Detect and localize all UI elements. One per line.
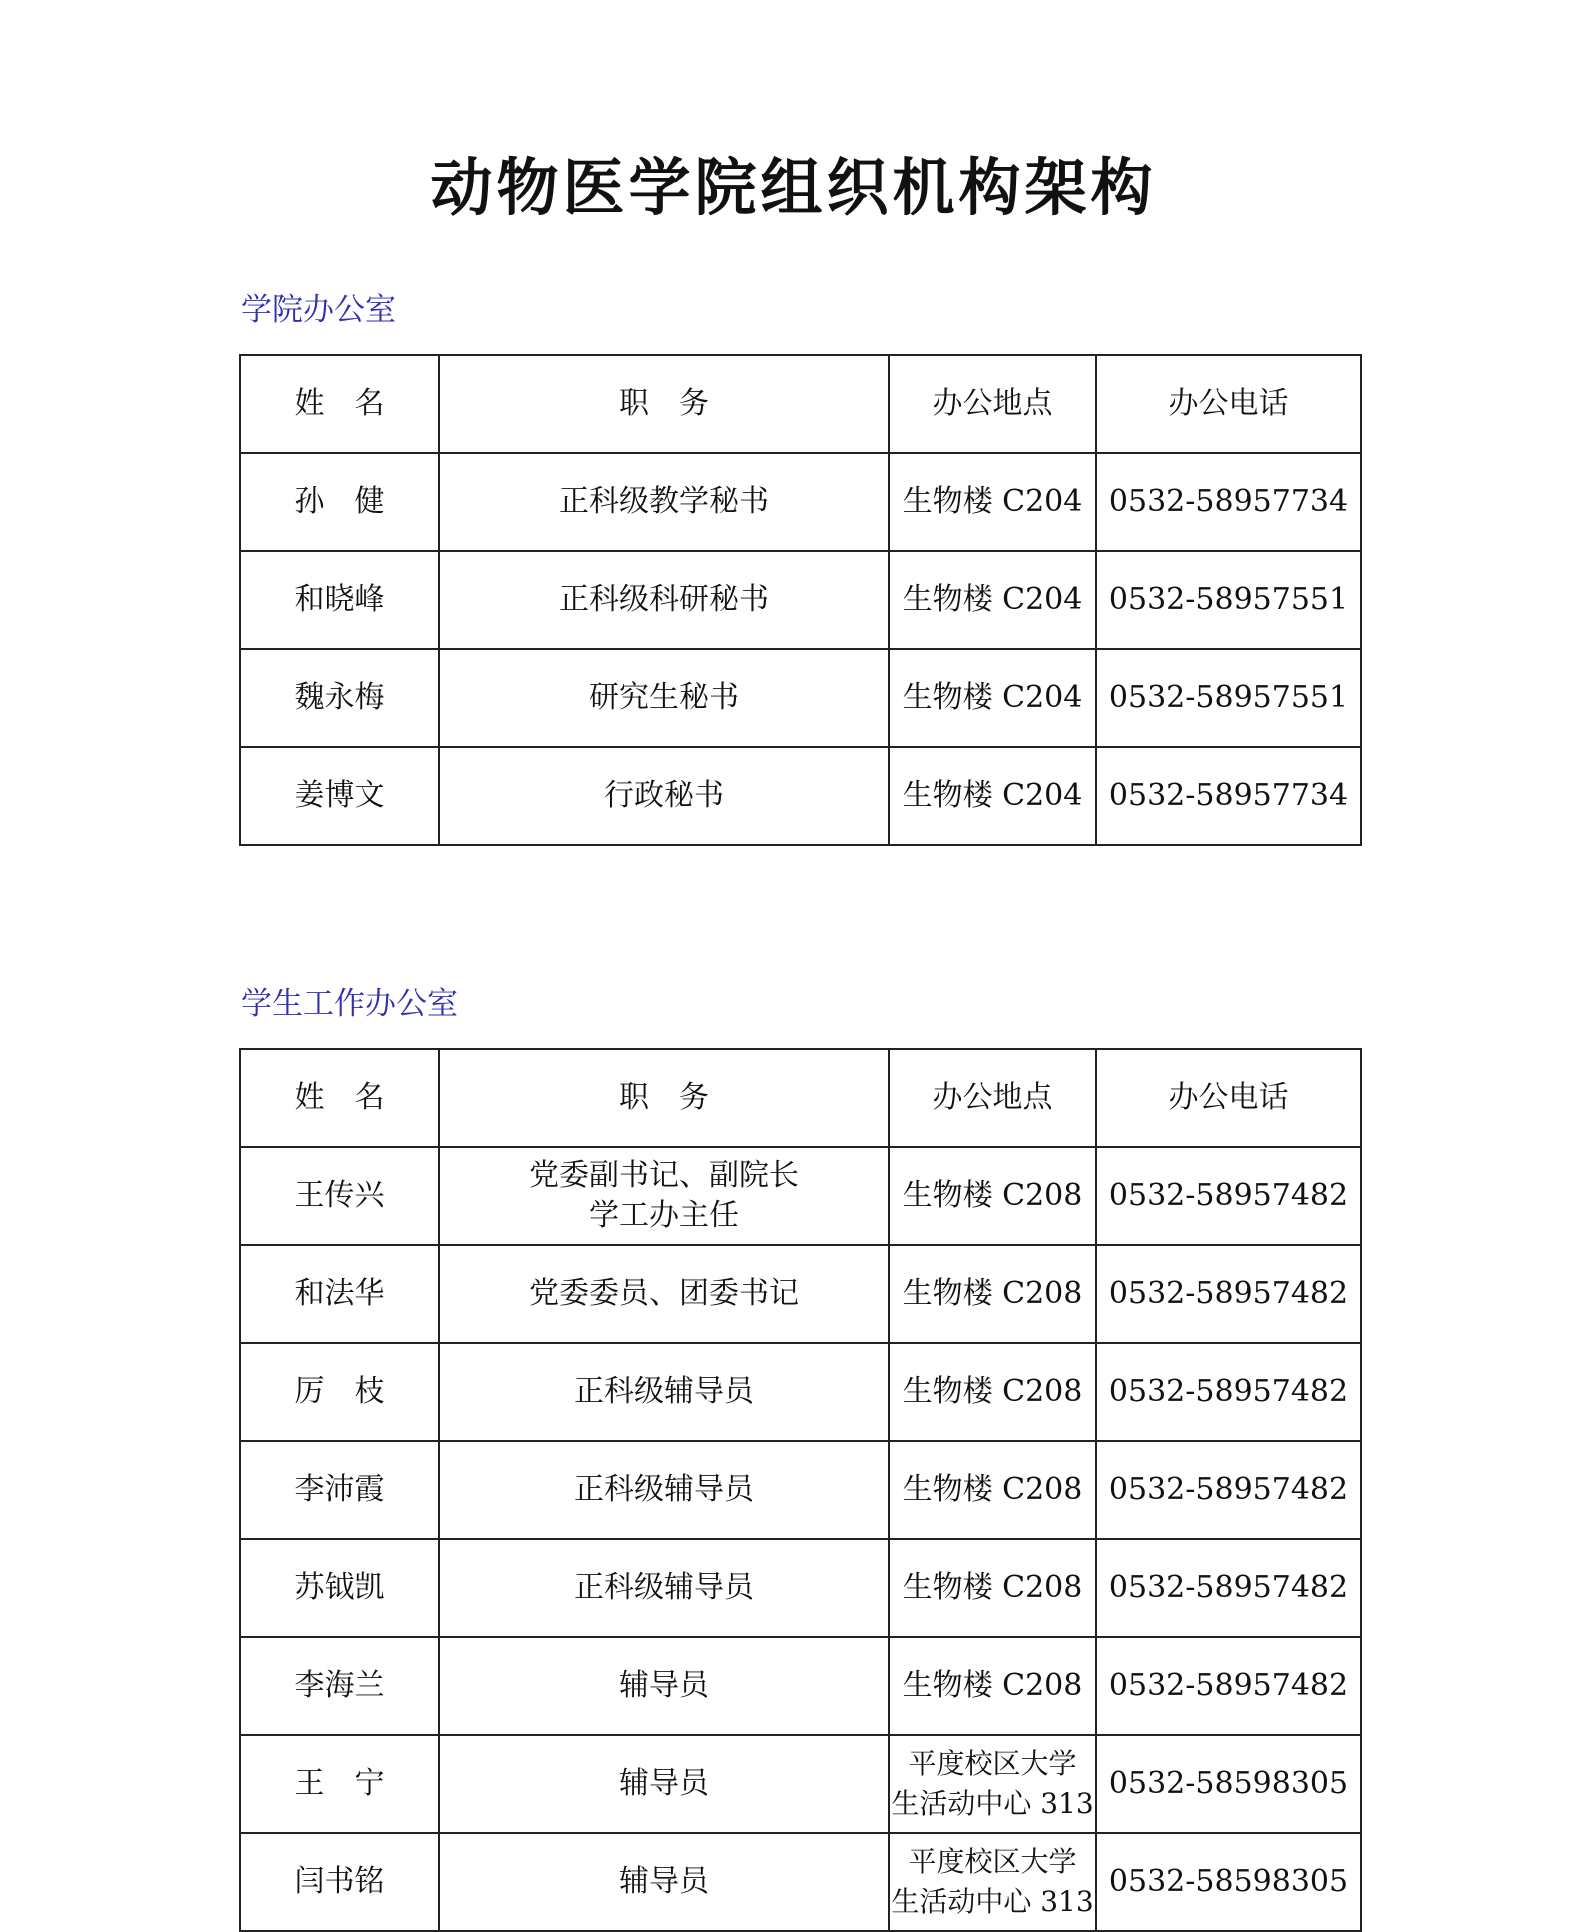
cell-location xyxy=(889,1441,1096,1539)
cell-name: 和法华 xyxy=(240,1245,439,1343)
cell-title-line: 行政秘书 xyxy=(604,778,724,813)
cell-location xyxy=(889,747,1096,845)
cell-phone: 0532-58957482 xyxy=(1096,1147,1361,1245)
cell-name: 李沛霞 xyxy=(240,1441,439,1539)
cell-location-line: 平度校区大学 xyxy=(908,1845,1077,1878)
cell-location xyxy=(889,551,1096,649)
table-row xyxy=(240,1735,1361,1833)
table-row xyxy=(240,747,1361,845)
cell-location-line: 生物楼 C204 xyxy=(902,778,1083,813)
cell-title-line: 党委副书记、副院长 xyxy=(529,1158,799,1193)
cell-location-line: 生物楼 C208 xyxy=(902,1276,1083,1311)
cell-name: 李海兰 xyxy=(240,1637,439,1735)
student-affairs-office-table xyxy=(239,1048,1362,1932)
cell-title-line: 正科级辅导员 xyxy=(574,1570,754,1605)
cell-location xyxy=(889,453,1096,551)
cell-title xyxy=(439,1637,889,1735)
page-title: 动物医学院组织机构架构 xyxy=(430,151,1157,224)
section-heading-college-office: 学院办公室 xyxy=(241,292,396,328)
cell-title xyxy=(439,747,889,845)
cell-title-line: 党委委员、团委书记 xyxy=(529,1276,799,1311)
cell-title xyxy=(439,1833,889,1931)
cell-name: 姜博文 xyxy=(240,747,439,845)
cell-location xyxy=(889,649,1096,747)
cell-phone: 0532-58598305 xyxy=(1096,1833,1361,1931)
header-location: 办公地点 xyxy=(889,355,1096,453)
cell-title xyxy=(439,551,889,649)
cell-title xyxy=(439,1441,889,1539)
cell-title-line: 正科级辅导员 xyxy=(574,1472,754,1507)
cell-name: 王 宁 xyxy=(240,1735,439,1833)
cell-name: 孙 健 xyxy=(240,453,439,551)
cell-location-line: 生物楼 C208 xyxy=(902,1374,1083,1409)
cell-title-line: 正科级辅导员 xyxy=(574,1374,754,1409)
cell-title xyxy=(439,1735,889,1833)
section-heading-student-affairs-office: 学生工作办公室 xyxy=(241,986,458,1022)
table-header-row xyxy=(240,355,1361,453)
cell-title xyxy=(439,1343,889,1441)
table-header-row xyxy=(240,1049,1361,1147)
header-name: 姓 名 xyxy=(240,355,439,453)
cell-phone: 0532-58957482 xyxy=(1096,1539,1361,1637)
cell-phone: 0532-58957482 xyxy=(1096,1637,1361,1735)
header-phone: 办公电话 xyxy=(1096,1049,1361,1147)
cell-title-line: 辅导员 xyxy=(619,1766,709,1801)
cell-location-line: 生物楼 C204 xyxy=(902,582,1083,617)
cell-name: 苏钺凯 xyxy=(240,1539,439,1637)
cell-name: 闫书铭 xyxy=(240,1833,439,1931)
cell-location xyxy=(889,1833,1096,1931)
header-title: 职 务 xyxy=(439,1049,889,1147)
cell-title-line: 学工办主任 xyxy=(589,1198,739,1233)
table-row xyxy=(240,649,1361,747)
cell-location-line: 生物楼 C204 xyxy=(902,680,1083,715)
table-row xyxy=(240,453,1361,551)
cell-phone: 0532-58957482 xyxy=(1096,1441,1361,1539)
table-row xyxy=(240,1441,1361,1539)
cell-location-line: 生活动中心 313 xyxy=(891,1787,1094,1820)
cell-location xyxy=(889,1245,1096,1343)
cell-title xyxy=(439,453,889,551)
cell-phone: 0532-58957482 xyxy=(1096,1245,1361,1343)
cell-title xyxy=(439,1539,889,1637)
cell-phone: 0532-58957734 xyxy=(1096,453,1361,551)
table-row xyxy=(240,1539,1361,1637)
cell-phone: 0532-58598305 xyxy=(1096,1735,1361,1833)
table-row xyxy=(240,1147,1361,1245)
header-title: 职 务 xyxy=(439,355,889,453)
cell-name: 魏永梅 xyxy=(240,649,439,747)
cell-location-line: 生物楼 C208 xyxy=(902,1570,1083,1605)
cell-location-line: 平度校区大学 xyxy=(908,1747,1077,1780)
cell-name: 和晓峰 xyxy=(240,551,439,649)
header-location: 办公地点 xyxy=(889,1049,1096,1147)
table-row xyxy=(240,1637,1361,1735)
cell-title-line: 辅导员 xyxy=(619,1864,709,1899)
cell-title-line: 辅导员 xyxy=(619,1668,709,1703)
cell-phone: 0532-58957551 xyxy=(1096,649,1361,747)
cell-location-line: 生物楼 C208 xyxy=(902,1668,1083,1703)
cell-location-line: 生物楼 C204 xyxy=(902,484,1083,519)
cell-title-line: 研究生秘书 xyxy=(589,680,739,715)
cell-title xyxy=(439,649,889,747)
cell-name: 王传兴 xyxy=(240,1147,439,1245)
table-row xyxy=(240,1343,1361,1441)
header-phone: 办公电话 xyxy=(1096,355,1361,453)
cell-location-line: 生物楼 C208 xyxy=(902,1472,1083,1507)
cell-title xyxy=(439,1147,889,1245)
cell-phone: 0532-58957482 xyxy=(1096,1343,1361,1441)
cell-location xyxy=(889,1637,1096,1735)
table-row xyxy=(240,1245,1361,1343)
header-name: 姓 名 xyxy=(240,1049,439,1147)
college-office-table xyxy=(239,354,1362,846)
cell-location xyxy=(889,1735,1096,1833)
cell-title-line: 正科级科研秘书 xyxy=(559,582,769,617)
table-row xyxy=(240,1833,1361,1931)
cell-name: 厉 枝 xyxy=(240,1343,439,1441)
cell-phone: 0532-58957734 xyxy=(1096,747,1361,845)
table-row xyxy=(240,551,1361,649)
cell-location xyxy=(889,1147,1096,1245)
cell-location xyxy=(889,1343,1096,1441)
cell-location xyxy=(889,1539,1096,1637)
cell-location-line: 生活动中心 313 xyxy=(891,1885,1094,1918)
cell-location-line: 生物楼 C208 xyxy=(902,1178,1083,1213)
cell-title xyxy=(439,1245,889,1343)
cell-title-line: 正科级教学秘书 xyxy=(559,484,769,519)
cell-phone: 0532-58957551 xyxy=(1096,551,1361,649)
